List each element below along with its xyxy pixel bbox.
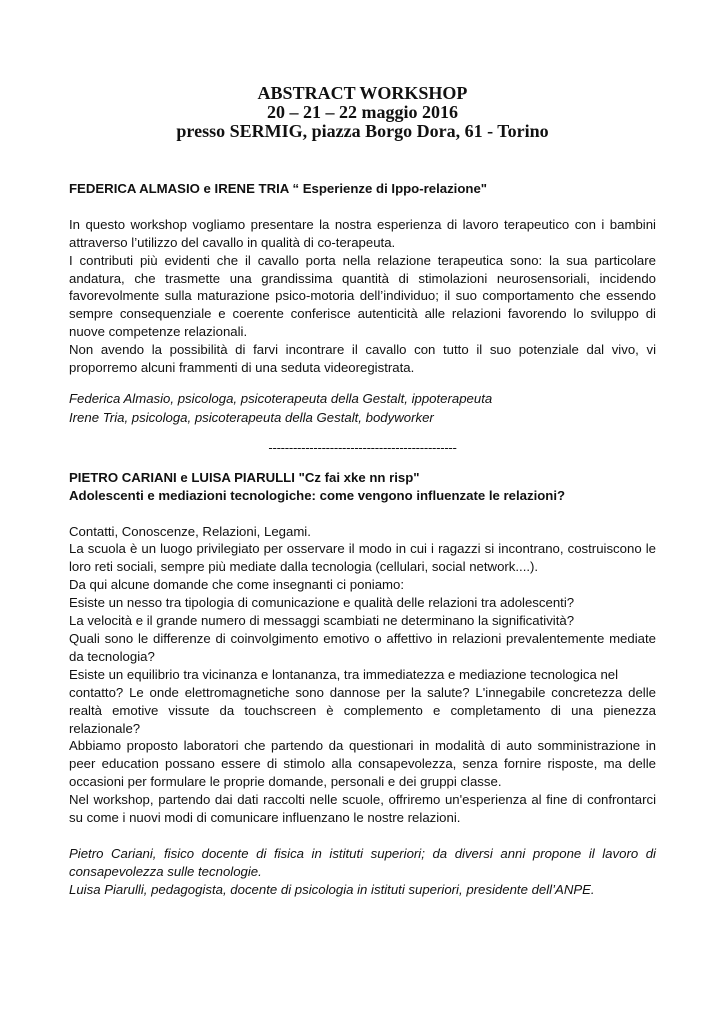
section2-paragraph: Esiste un nesso tra tipologia di comunicazione e qualità delle relazioni tra adolescenti? <box>69 595 575 611</box>
section2-author: Pietro Cariani, fisico docente di fisica in istituti superiori; da diversi anni propone il lavoro di consapevolezza sulle tecnologie. <box>69 845 656 879</box>
document-title: ABSTRACT WORKSHOP <box>257 83 468 103</box>
document-body <box>69 180 656 899</box>
section2-paragraph: Quali sono le differenze di coinvolgimento emotivo o affettivo in relazioni prevalentemente mediate da tecnologia? <box>69 631 656 664</box>
section2-paragraph: Nel workshop, partendo dai dati raccolti nelle scuole, offriremo un'esperienza al fine di confrontarci su come i nuovi modi di comunicare influenzano le nostre relazioni. <box>69 792 656 826</box>
section2-paragraph: Abbiamo proposto laboratori che partendo da questionari in modalità di auto somministrazione in peer education possano essere di stimolo alla consapevolezza, senza fornire risposte, ma delle occasioni per formulare le proprie domande, personali e dei gruppi classe. <box>69 738 656 790</box>
section1-heading: FEDERICA ALMASIO e IRENE TRIA “ Esperienze di Ippo-relazione" <box>69 181 488 196</box>
section2-subheading: Adolescenti e mediazioni tecnologiche: come vengono influenzate le relazioni? <box>69 487 566 503</box>
section1-paragraph: Non avendo la possibilità di farvi incontrare il cavallo con tutto il suo potenziale dal vivo, vi proporremo alcuni frammenti di una seduta videoregistrata. <box>69 342 656 376</box>
section1-paragraph: In questo workshop vogliamo presentare la nostra esperienza di lavoro terapeutico con i bambini attraverso l’utilizzo del cavallo in qualità di co-terapeuta. <box>69 216 656 250</box>
section-separator: ---------------------------------------------- <box>268 439 457 455</box>
section2-paragraph: Contatti, Conoscenze, Relazioni, Legami. <box>69 523 311 539</box>
event-dates: 20 – 21 – 22 maggio 2016 <box>267 102 458 122</box>
section2-paragraph: La scuola è un luogo privilegiato per osservare il modo in cui i ragazzi si incontrano, costruiscono le loro reti sociali, sempre più mediate dalla tecnologia (cellulari, social network....). <box>69 541 656 575</box>
section1-paragraph: I contributi più evidenti che il cavallo porta nella relazione terapeutica sono: la sua particolare andatura, che trasmette una grandissima quantità di stimolazioni neurosensoriali, incidendo favorevolmente sulla maturazione psico-motoria dell’individuo; il suo comportamento che essendo sempre consequenziale e coerente conferisce autenticità alle relazioni favorendo lo sviluppo di nuove competenze relazionali. <box>69 252 656 340</box>
section1-author: Irene Tria, psicologa, psicoterapeuta della Gestalt, bodyworker <box>69 409 434 425</box>
section2-paragraph: contatto? Le onde elettromagnetiche sono dannose per la salute? L'innegabile concretezza delle realtà emotive vissute da touchscreen è complemento e completamento di una pienezza relazionale? <box>69 684 656 736</box>
document-header <box>0 84 725 141</box>
section2-paragraph: La velocità e il grande numero di messaggi scambiati ne determinano la significatività? <box>69 613 575 629</box>
section2-paragraph: Da qui alcune domande che come insegnanti ci poniamo: <box>69 577 405 593</box>
event-venue: presso SERMIG, piazza Borgo Dora, 61 - Torino <box>176 121 549 141</box>
section2-paragraph: Esiste un equilibrio tra vicinanza e lontananza, tra immediatezza e mediazione tecnologica nel <box>69 666 619 682</box>
section2-heading: PIETRO CARIANI e LUISA PIARULLI "Cz fai xke nn risp" <box>69 469 420 485</box>
section2-author: Luisa Piarulli, pedagogista, docente di psicologia in istituti superiori, presidente dell’ANPE. <box>69 881 595 897</box>
section1-author: Federica Almasio, psicologa, psicoterapeuta della Gestalt, ippoterapeuta <box>69 390 493 406</box>
